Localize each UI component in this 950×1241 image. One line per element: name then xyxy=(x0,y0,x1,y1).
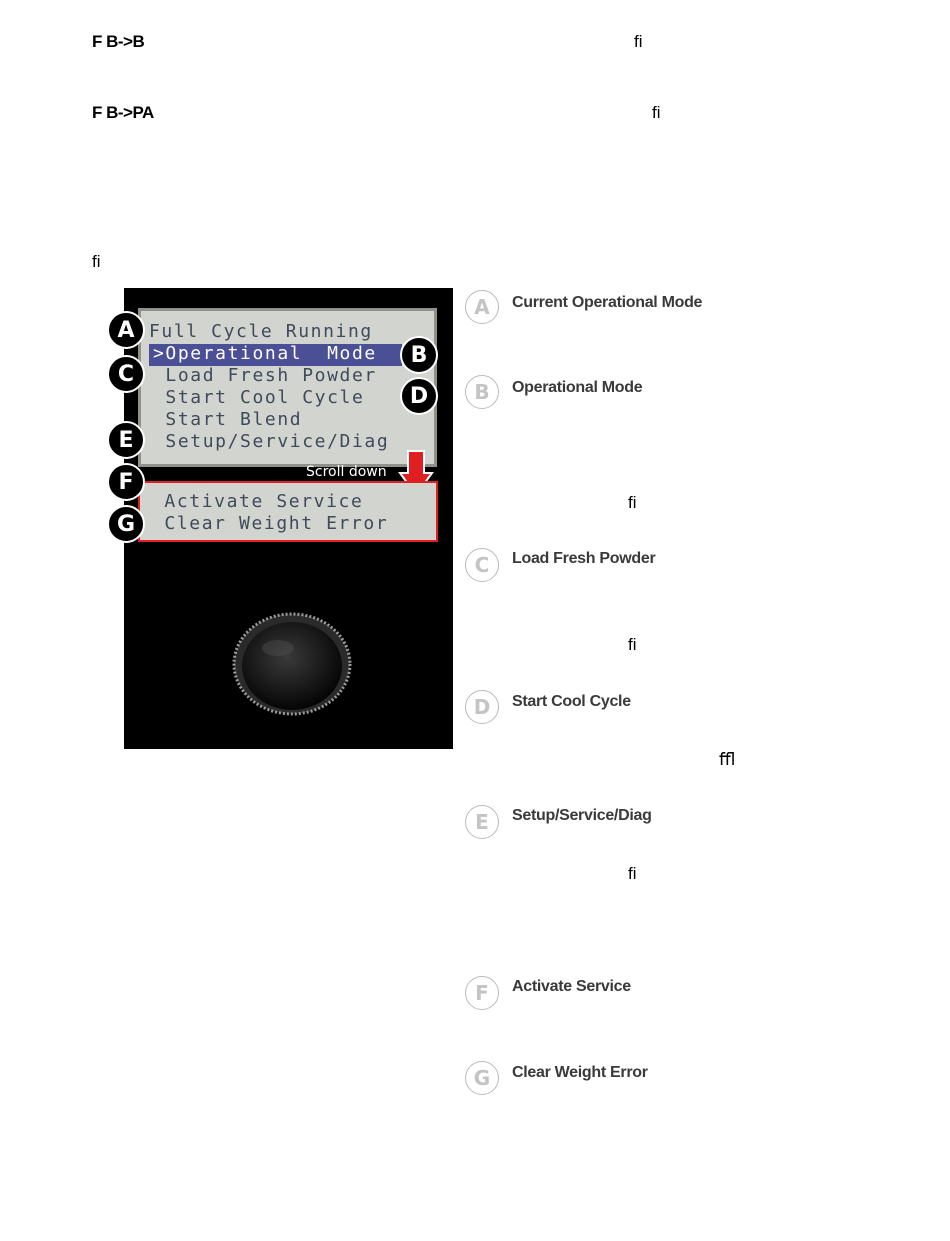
lcd-line-status: Full Cycle Running xyxy=(149,321,373,342)
header-1-label: F B->B xyxy=(92,32,145,51)
lcd-line-operational-mode: >Operational Mode xyxy=(153,343,377,364)
lcd-line-clear-weight-error: Clear Weight Error xyxy=(152,513,389,534)
marker-f: F xyxy=(107,463,145,501)
marker-d: D xyxy=(400,377,438,415)
lcd-line-start-blend: Start Blend xyxy=(153,409,303,430)
legend-marker-e: E xyxy=(465,805,499,839)
legend-marker-d: D xyxy=(465,690,499,724)
legend-title-b: Operational Mode xyxy=(512,379,643,396)
lcd-screen xyxy=(138,308,437,467)
marker-c: C xyxy=(107,355,145,393)
legend-marker-f: F xyxy=(465,976,499,1010)
legend-note-b: ﬁ xyxy=(628,493,637,512)
header-2-label: F B->PA xyxy=(92,103,154,122)
legend-note-d: ﬄ xyxy=(719,750,736,769)
lcd-scrolled-panel xyxy=(138,481,438,542)
scroll-down-label: Scroll down xyxy=(306,464,387,480)
marker-b: B xyxy=(400,336,438,374)
header-2-glyph: ﬁ xyxy=(652,103,661,122)
lcd-line-start-cool-cycle: Start Cool Cycle xyxy=(153,387,365,408)
marker-e: E xyxy=(107,421,145,459)
legend-marker-b: B xyxy=(465,375,499,409)
marker-a: A xyxy=(107,311,145,349)
lcd-line-setup: Setup/Service/Diag xyxy=(153,431,390,452)
legend-title-e: Setup/Service/Diag xyxy=(512,807,652,824)
legend-title-g: Clear Weight Error xyxy=(512,1064,648,1081)
legend-note-e: ﬁ xyxy=(628,864,637,883)
legend-title-c: Load Fresh Powder xyxy=(512,550,656,567)
legend-marker-c: C xyxy=(465,548,499,582)
lcd-line-load-fresh-powder: Load Fresh Powder xyxy=(153,365,377,386)
header-1-glyph: ﬁ xyxy=(634,32,643,51)
legend-title-a: Current Operational Mode xyxy=(512,294,703,311)
lcd-line-activate-service: Activate Service xyxy=(152,491,364,512)
legend-marker-a: A xyxy=(465,290,499,324)
marker-g: G xyxy=(107,505,145,543)
legend-title-d: Start Cool Cycle xyxy=(512,693,631,710)
control-knob xyxy=(230,606,354,716)
legend-title-f: Activate Service xyxy=(512,978,631,995)
legend-marker-g: G xyxy=(465,1061,499,1095)
legend-note-c: ﬁ xyxy=(628,635,637,654)
intro-glyph: ﬁ xyxy=(92,252,101,271)
